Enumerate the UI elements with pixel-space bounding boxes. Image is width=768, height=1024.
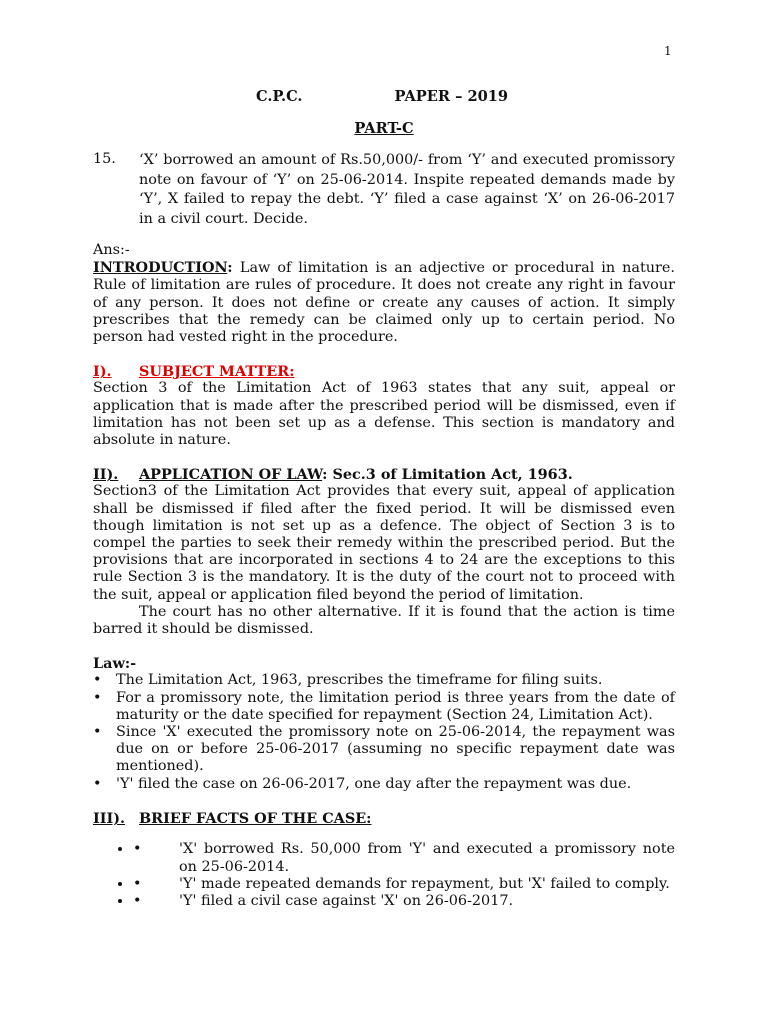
law-list <box>93 672 675 792</box>
bullet-icon: • <box>93 775 102 792</box>
list-item: • 'Y' filed the case on 26-06-2017, one day after the repayment was due. <box>93 775 632 792</box>
introduction-paragraph: INTRODUCTION: Law of limitation is an adjective or procedural in nature. Rule of limitation are rules of procedure. It does not create any right in favour of any person. It does not define or create any causes of action. It simply prescribes that the remedy can be claimed only up to certain period. No person had vested right in the procedure. <box>93 259 675 346</box>
law-label: Law:- <box>93 655 137 673</box>
subject-title: C.P.C. <box>256 88 303 105</box>
bullet-icon: • <box>93 724 102 741</box>
bullet-icon: • <box>93 689 102 706</box>
section-2-number: II). <box>93 466 119 484</box>
part-title: PART-C <box>354 120 414 137</box>
answer-body <box>93 242 675 925</box>
section-1-heading <box>93 363 675 380</box>
list-item: • • 'X' borrowed Rs. 50,000 from 'Y' and executed a promissory note on 25-06-2014. <box>133 841 675 875</box>
document-title <box>256 88 508 105</box>
facts-list <box>93 841 675 910</box>
section-3-number: III). <box>93 809 126 827</box>
section-3-title: BRIEF FACTS OF THE CASE: <box>139 809 372 827</box>
bullet-icon: • <box>93 672 102 689</box>
introduction-label: INTRODUCTION <box>93 259 228 277</box>
question-number: 15. <box>93 151 116 167</box>
list-item: • • 'Y' made repeated demands for repayment, but 'X' failed to comply. <box>133 876 675 893</box>
introduction-text: Law of limitation is an adjective or procedural in nature. Rule of limitation are rules of procedure. It does not create any right in favour of any person. It does not define or create any causes of action. It simply prescribes that the remedy can be claimed only up to certain period. No person had vested right in the procedure. <box>93 260 675 346</box>
section-2-text-2: The court has no other alternative. If it is found that the action is time barred it should be dismissed. <box>93 603 675 638</box>
list-item: • Since 'X' executed the promissory note on 25-06-2014, the repayment was due on or before 25-06-2017 (assuming no specific repayment date was mentioned). <box>93 724 675 775</box>
bullet-icon: • • <box>133 875 142 892</box>
list-item: • The Limitation Act, 1963, prescribes the timeframe for filing suits. <box>93 672 603 689</box>
section-1-text: Section 3 of the Limitation Act of 1963 states that any suit, appeal or application that is made after the prescribed period will be dismissed, even if limitation has not been set up as a defense. This section is mandatory and absolute in nature. <box>93 380 675 449</box>
paper-title: PAPER – 2019 <box>394 88 509 105</box>
section-3-heading <box>93 810 675 827</box>
section-2-subtitle: : Sec.3 of Limitation Act, 1963. <box>322 466 573 484</box>
bullet-icon: • • <box>133 893 142 910</box>
bullet-icon: • • <box>133 841 142 858</box>
section-2-heading <box>93 466 675 483</box>
list-item: • For a promissory note, the limitation period is three years from the date of maturity or the date specified for repayment (Section 24, Limitation Act). <box>93 689 675 723</box>
section-1-number: I). <box>93 363 112 381</box>
question-text: ‘X’ borrowed an amount of Rs.50,000/- from ‘Y’ and executed promissory note on favour of ‘Y’ on 25-06-2014. Inspite repeated demands made by ‘Y’, X failed to repay the debt. ‘Y’ filed a case against ‘X’ on 26-06-2017 in a civil court. Decide. <box>139 152 675 227</box>
list-item: • • 'Y' filed a civil case against 'X' on 26-06-2017. <box>133 893 675 910</box>
answer-label: Ans:- <box>93 242 130 258</box>
question-block <box>93 151 675 229</box>
section-2-title: APPLICATION OF LAW <box>139 466 323 484</box>
page-number: 1 <box>664 44 672 58</box>
section-1-title: SUBJECT MATTER: <box>139 363 295 381</box>
section-2-text: Section3 of the Limitation Act provides that every suit, appeal of application shall be dismissed if filed after the fixed period. It will be dismissed even though limitation is not set up as a defence. The object of Section 3 is to compel the parties to seek their remedy within the prescribed period. But the provisions that are incorporated in sections 4 to 24 are the exceptions to this rule Section 3 is the mandatory. It is the duty of the court not to proceed with the suit, appeal or application filed beyond the period of limitation. <box>93 483 675 603</box>
